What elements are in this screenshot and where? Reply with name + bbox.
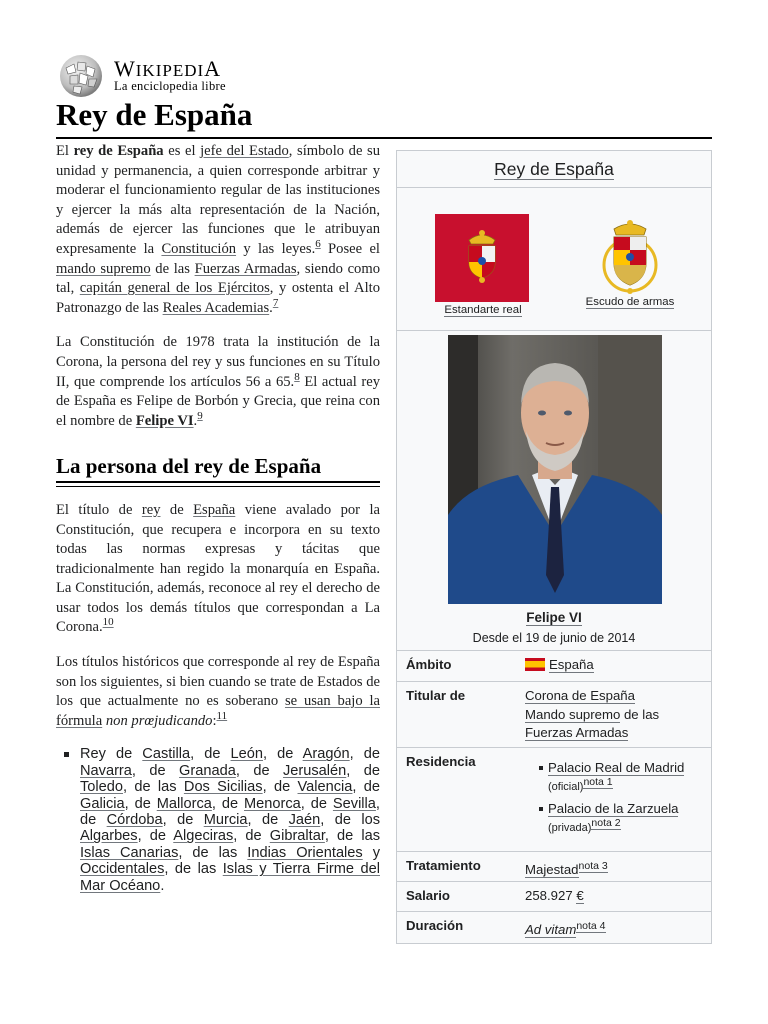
infobox-title [397, 151, 711, 188]
row-titular [397, 682, 711, 748]
row-salario [397, 882, 711, 912]
note-ref[interactable] [579, 860, 608, 873]
intro-paragraph: El rey de España es el jefe del Estado, símbolo de su unidad y permanencia, a quien corresponde arbitrar y moderar el funcionamiento regular de las instituciones y ejercer la más alta representación de la Nación, además de ejercer las funciones que le atribuyan expresamente la Constitución y las leyes.$^6$ Posee el mando supremo de las Fuerzas Armadas, siendo como tal, capitán general de los Ejércitos, y ostenta el Alto Patronazgo de las Reales Academias.$^7$ [56, 143, 381, 316]
spain-link[interactable]: España [549, 657, 594, 672]
salary-amount: 258.927 [525, 888, 573, 903]
historic-titles-paragraph: Los títulos históricos que corresponde al rey de España son los siguientes, si bien cuando se trate de Estados de los que actualmente no es soberano se usan bajo la fórmula non prœjudicando:$^{11}$ [56, 654, 380, 729]
row-ambito [397, 651, 711, 682]
coat-of-arms-image[interactable] [600, 219, 660, 297]
row-value [517, 882, 711, 911]
page-title: Rey de España [56, 97, 712, 139]
article-link[interactable]: Sevilla [332, 795, 376, 812]
reference [294, 371, 300, 383]
residence-qualifier: (oficial) [548, 781, 584, 793]
royal-standard-image[interactable] [435, 214, 529, 302]
bold-text: rey de España [73, 143, 164, 159]
portrait-name-link[interactable]: Felipe VI [526, 610, 582, 625]
article-link[interactable]: jefe del Estado [200, 143, 289, 159]
article-link[interactable]: Menorca [244, 795, 301, 812]
royal-standard-link[interactable]: Estandarte real [444, 304, 522, 316]
corona-link[interactable]: Corona de España [525, 688, 635, 703]
coat-of-arms-icon [600, 219, 660, 297]
note-text: nota 2 [591, 817, 621, 829]
mando-supremo-link[interactable]: Mando supremo [525, 706, 621, 722]
article-link[interactable]: Córdoba [106, 812, 163, 829]
note-text: nota 4 [576, 920, 606, 932]
article-link[interactable]: Jaén [288, 812, 321, 829]
italic-text: non prœjudicando [105, 712, 213, 729]
article-link[interactable]: Reales Academias [162, 299, 270, 316]
article-link[interactable]: Gibraltar [269, 828, 325, 845]
article-link[interactable]: Fuerzas Armadas [194, 260, 297, 277]
article-link[interactable]: Dos Sicilias [183, 779, 263, 796]
reference [197, 410, 203, 422]
note-ref[interactable] [591, 817, 620, 830]
palacio-real-link[interactable]: Palacio Real de Madrid [548, 760, 685, 775]
majestad-link[interactable]: Majestad [525, 862, 579, 877]
wikipedia-globe-icon[interactable] [56, 54, 106, 98]
article-link[interactable]: Islas y Tierra Firme del Mar Océano [80, 861, 380, 894]
wordmark-middle: IKIPEDI [135, 61, 205, 80]
reference-link[interactable]: 10 [102, 616, 114, 629]
reference [103, 617, 114, 629]
article-link[interactable]: Castilla [142, 746, 191, 763]
article-link[interactable]: Murcia [203, 812, 248, 829]
residence-qualifier: (privada) [548, 822, 592, 834]
article-link[interactable]: Indias Orientales [247, 844, 363, 861]
reference [273, 297, 279, 309]
article-link[interactable]: León [230, 746, 264, 763]
note-text: nota 3 [578, 860, 608, 872]
row-value [517, 852, 711, 881]
note-ref[interactable] [583, 776, 612, 789]
section-heading: La persona del rey de España [56, 457, 380, 483]
row-label: Duración [406, 918, 464, 933]
fuerzas-armadas-link[interactable]: Fuerzas Armadas [525, 725, 629, 740]
royal-emblem-icon [435, 214, 529, 302]
note-ref[interactable] [576, 920, 605, 933]
infobox-portrait [397, 331, 711, 651]
row-value [517, 748, 711, 851]
euro-link[interactable]: € [576, 888, 584, 903]
article-link[interactable]: Aragón [302, 746, 350, 763]
article-link[interactable]: Algeciras [173, 828, 234, 845]
portrait-since: Desde el 19 de junio de 2014 [472, 631, 636, 645]
coat-of-arms-caption [575, 296, 685, 308]
row-value [517, 912, 711, 943]
article-link[interactable]: Constitución [161, 240, 237, 257]
article-link[interactable]: Granada [179, 762, 236, 779]
article-link[interactable]: Islas Canarias [80, 844, 179, 861]
article-link[interactable]: capitán general de los Ejércitos [79, 280, 270, 297]
row-label: Salario [406, 888, 450, 903]
reference [315, 238, 321, 250]
row-value [517, 651, 711, 681]
wordmark-w: W [114, 56, 136, 81]
site-header [56, 54, 712, 98]
reference-link[interactable]: 7 [272, 296, 279, 309]
reference-link[interactable]: 6 [315, 238, 321, 251]
article-link[interactable]: Galicia [80, 795, 125, 812]
article-link[interactable]: Occidentales [80, 861, 165, 878]
reference-link[interactable]: 9 [197, 409, 203, 422]
row-label: Ámbito [406, 657, 452, 672]
coat-of-arms-link[interactable]: Escudo de armas [585, 296, 675, 308]
royal-standard-caption [433, 304, 533, 316]
article-link[interactable]: Toledo [80, 779, 124, 796]
reference [217, 710, 228, 722]
row-tratamiento [397, 852, 711, 882]
article-content [56, 142, 380, 894]
ad-vitam-link[interactable]: Ad vitam [525, 922, 577, 937]
portrait-image[interactable] [448, 335, 662, 604]
palacio-zarzuela-link[interactable]: Palacio de la Zarzuela [548, 801, 679, 816]
titles-list [56, 746, 380, 894]
spain-flag-icon [525, 658, 545, 671]
article-link[interactable]: Navarra [80, 762, 132, 779]
note-text: nota 1 [583, 776, 613, 788]
residence-list [525, 761, 703, 835]
wordmark-end: A [204, 56, 222, 81]
article-link[interactable]: Felipe VI [135, 412, 194, 429]
article-link[interactable]: mando supremo [56, 260, 151, 277]
list-item [539, 761, 703, 794]
row-label: Residencia [406, 754, 476, 769]
list-item [539, 802, 703, 835]
article-link[interactable]: Mallorca [156, 795, 212, 812]
wikipedia-tagline: La enciclopedia libre [114, 79, 226, 93]
row-label: Titular de [406, 688, 466, 703]
infobox-title-link[interactable]: Rey de España [494, 159, 614, 179]
title-paragraph: El título de rey de España viene avalado por la Constitución, que recupera e incorpora en su texto todas las normas expresas y tácitas que tradicionalmente han regido la monarquía en España. La Constitución, además, reconoce al rey el derecho de usar todos los demás títulos que correspondan a La Corona.$^{10}$ [56, 501, 380, 636]
constitution-paragraph: La Constitución de 1978 trata la institución de la Corona, la persona del rey y sus funciones en su Título II, que comprende los artículos 56 a 65.$^8$ El actual rey de España es Felipe de Borbón y Grecia, que reina con el nombre de Felipe VI.$^9$ [56, 334, 381, 429]
portrait-name [397, 610, 711, 625]
row-duracion [397, 912, 711, 943]
reference-link[interactable]: 11 [216, 709, 228, 722]
infobox [396, 150, 712, 944]
row-text: de las [620, 706, 660, 722]
article-link[interactable]: Valencia [297, 779, 353, 796]
row-label: Tratamiento [406, 858, 481, 873]
article-link[interactable]: España [193, 501, 236, 518]
article-link[interactable]: Algarbes [80, 828, 138, 845]
list-item: Rey de Castilla, de León, de Aragón, de Navarra, de Granada, de Jerusalén, de Toledo, de las Dos Sicilias, de Valencia, de Galicia, de Mallorca, de Menorca, de Sevilla, de Córdoba, de Murcia, de Jaén, de los Algarbes, de Algeciras, de Gibraltar, de las Islas Canarias, de las Indias Orientales y Occidentales, de las Islas y Tierra Firme del Mar Océano. [56, 746, 380, 894]
article-link[interactable]: se usan bajo la fórmula [56, 693, 380, 729]
infobox-symbols [397, 188, 711, 331]
row-residencia [397, 748, 711, 852]
reference-link[interactable]: 8 [294, 370, 300, 383]
article-link[interactable]: Jerusalén [282, 762, 347, 779]
article-link[interactable]: rey [141, 501, 161, 518]
row-value [517, 682, 711, 747]
